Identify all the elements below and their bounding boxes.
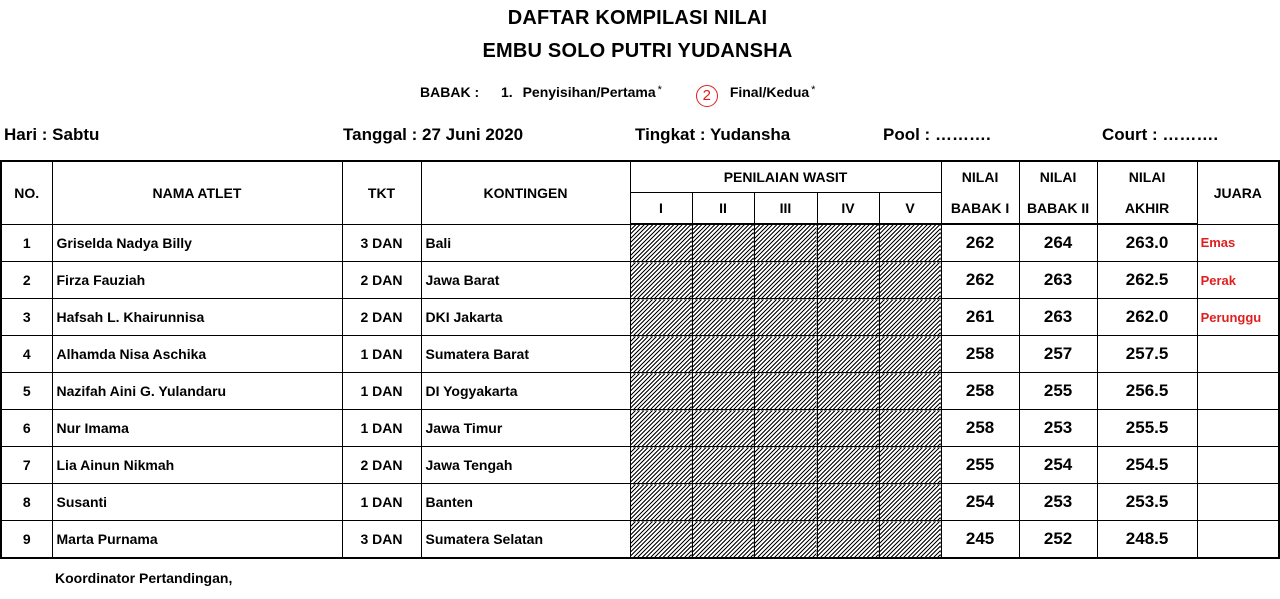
header-wasit-3: III [754, 193, 817, 225]
row-wasit-4-cell [817, 224, 879, 262]
info-court: Court : ………. [1102, 125, 1219, 144]
row-wasit-4-cell [817, 262, 879, 299]
row-wasit-1-cell [630, 299, 692, 336]
row-babak2: 254 [1019, 447, 1097, 484]
row-tkt: 3 DAN [342, 521, 421, 559]
row-wasit-5-cell [879, 299, 941, 336]
row-wasit-2-cell [692, 336, 754, 373]
row-wasit-5-cell [879, 224, 941, 262]
row-babak2: 264 [1019, 224, 1097, 262]
row-babak2: 263 [1019, 299, 1097, 336]
header-no: NO. [1, 161, 52, 224]
header-penilaian: PENILAIAN WASIT [630, 161, 941, 193]
header-akhir-bottom: AKHIR [1097, 193, 1197, 225]
row-juara [1197, 410, 1279, 447]
row-no: 4 [1, 336, 52, 373]
row-wasit-2-cell [692, 447, 754, 484]
header-wasit-2: II [692, 193, 754, 225]
row-kontingen: Jawa Tengah [421, 447, 630, 484]
row-akhir: 255.5 [1097, 410, 1197, 447]
row-wasit-5-cell [879, 484, 941, 521]
row-juara: Emas [1197, 224, 1279, 262]
document-title: DAFTAR KOMPILASI NILAI [507, 7, 768, 29]
row-wasit-1-cell [630, 521, 692, 559]
row-akhir: 263.0 [1097, 224, 1197, 262]
row-kontingen: Jawa Barat [421, 262, 630, 299]
info-pool: Pool : ………. [883, 125, 991, 144]
row-nama: Susanti [52, 484, 342, 521]
row-kontingen: DI Yogyakarta [421, 373, 630, 410]
row-wasit-1-cell [630, 336, 692, 373]
row-wasit-5-cell [879, 373, 941, 410]
babak-option1-number: 1. [501, 84, 513, 100]
row-wasit-4-cell [817, 521, 879, 559]
row-wasit-2-cell [692, 224, 754, 262]
row-no: 3 [1, 299, 52, 336]
row-babak2: 255 [1019, 373, 1097, 410]
row-tkt: 3 DAN [342, 224, 421, 262]
row-babak1: 258 [941, 410, 1019, 447]
header-wasit-1: I [630, 193, 692, 225]
row-wasit-2-cell [692, 373, 754, 410]
row-juara [1197, 447, 1279, 484]
row-kontingen: DKI Jakarta [421, 299, 630, 336]
babak-option1-mark: * [657, 84, 662, 96]
table-row [1, 224, 1279, 262]
row-wasit-3-cell [754, 336, 817, 373]
row-wasit-1-cell [630, 262, 692, 299]
row-juara [1197, 521, 1279, 559]
header-tkt: TKT [342, 161, 421, 224]
row-wasit-2-cell [692, 262, 754, 299]
header-juara: JUARA [1197, 161, 1279, 224]
row-wasit-5-cell [879, 410, 941, 447]
row-akhir: 257.5 [1097, 336, 1197, 373]
row-juara [1197, 373, 1279, 410]
row-wasit-4-cell [817, 336, 879, 373]
score-table [0, 160, 1280, 559]
header-nama: NAMA ATLET [52, 161, 342, 224]
row-wasit-3-cell [754, 224, 817, 262]
table-row [1, 373, 1279, 410]
row-wasit-2-cell [692, 521, 754, 559]
row-wasit-3-cell [754, 373, 817, 410]
row-wasit-2-cell [692, 299, 754, 336]
babak-option1-text: Penyisihan/Pertama [522, 84, 656, 100]
row-wasit-3-cell [754, 262, 817, 299]
row-babak1: 262 [941, 224, 1019, 262]
row-wasit-1-cell [630, 447, 692, 484]
row-juara: Perunggu [1197, 299, 1279, 336]
table-row [1, 484, 1279, 521]
row-babak2: 263 [1019, 262, 1097, 299]
row-no: 2 [1, 262, 52, 299]
header-kontingen: KONTINGEN [421, 161, 630, 224]
row-wasit-1-cell [630, 224, 692, 262]
row-nama: Nur Imama [52, 410, 342, 447]
babak-option2-text: Final/Kedua [729, 84, 810, 100]
table-row [1, 299, 1279, 336]
row-no: 8 [1, 484, 52, 521]
row-babak2: 252 [1019, 521, 1097, 559]
row-nama: Marta Purnama [52, 521, 342, 559]
row-wasit-1-cell [630, 410, 692, 447]
row-wasit-3-cell [754, 410, 817, 447]
header-akhir-top: NILAI [1097, 161, 1197, 193]
document-subtitle: EMBU SOLO PUTRI YUDANSHA [482, 40, 793, 62]
info-tanggal: Tanggal : 27 Juni 2020 [343, 125, 524, 144]
row-tkt: 1 DAN [342, 484, 421, 521]
row-kontingen: Bali [421, 224, 630, 262]
row-wasit-4-cell [817, 484, 879, 521]
row-wasit-4-cell [817, 410, 879, 447]
row-wasit-1-cell [630, 373, 692, 410]
footer-koordinator: Koordinator Pertandingan, [55, 570, 233, 586]
row-kontingen: Sumatera Selatan [421, 521, 630, 559]
row-nama: Nazifah Aini G. Yulandaru [52, 373, 342, 410]
row-wasit-1-cell [630, 484, 692, 521]
row-wasit-4-cell [817, 447, 879, 484]
row-kontingen: Sumatera Barat [421, 336, 630, 373]
row-wasit-3-cell [754, 484, 817, 521]
row-no: 7 [1, 447, 52, 484]
header-nilai2-bottom: BABAK II [1019, 193, 1097, 225]
row-akhir: 262.0 [1097, 299, 1197, 336]
row-nama: Firza Fauziah [52, 262, 342, 299]
babak-line [420, 84, 815, 107]
row-no: 1 [1, 224, 52, 262]
row-akhir: 248.5 [1097, 521, 1197, 559]
row-tkt: 2 DAN [342, 447, 421, 484]
row-juara [1197, 484, 1279, 521]
table-row [1, 447, 1279, 484]
row-akhir: 256.5 [1097, 373, 1197, 410]
row-wasit-5-cell [879, 262, 941, 299]
row-nama: Hafsah L. Khairunnisa [52, 299, 342, 336]
row-kontingen: Banten [421, 484, 630, 521]
row-tkt: 1 DAN [342, 373, 421, 410]
babak-option2-mark: * [811, 84, 816, 96]
row-babak2: 253 [1019, 484, 1097, 521]
table-row [1, 336, 1279, 373]
header-nilai1-top: NILAI [941, 161, 1019, 193]
table-row [1, 410, 1279, 447]
row-wasit-5-cell [879, 447, 941, 484]
row-tkt: 1 DAN [342, 336, 421, 373]
row-babak1: 261 [941, 299, 1019, 336]
row-akhir: 254.5 [1097, 447, 1197, 484]
row-babak2: 253 [1019, 410, 1097, 447]
row-babak1: 245 [941, 521, 1019, 559]
header-nilai2-top: NILAI [1019, 161, 1097, 193]
row-nama: Griselda Nadya Billy [52, 224, 342, 262]
row-babak1: 258 [941, 373, 1019, 410]
row-babak1: 254 [941, 484, 1019, 521]
info-tingkat: Tingkat : Yudansha [635, 125, 791, 144]
row-babak1: 255 [941, 447, 1019, 484]
row-nama: Alhamda Nisa Aschika [52, 336, 342, 373]
row-wasit-4-cell [817, 373, 879, 410]
header-wasit-5: V [879, 193, 941, 225]
row-no: 5 [1, 373, 52, 410]
row-no: 9 [1, 521, 52, 559]
row-wasit-4-cell [817, 299, 879, 336]
row-wasit-3-cell [754, 521, 817, 559]
row-wasit-5-cell [879, 336, 941, 373]
row-juara: Perak [1197, 262, 1279, 299]
row-wasit-2-cell [692, 484, 754, 521]
row-babak2: 257 [1019, 336, 1097, 373]
info-hari: Hari : Sabtu [4, 125, 100, 144]
row-kontingen: Jawa Timur [421, 410, 630, 447]
header-wasit-4: IV [817, 193, 879, 225]
row-tkt: 2 DAN [342, 262, 421, 299]
row-akhir: 262.5 [1097, 262, 1197, 299]
row-wasit-5-cell [879, 521, 941, 559]
row-nama: Lia Ainun Nikmah [52, 447, 342, 484]
row-no: 6 [1, 410, 52, 447]
selected-round-circle: 2 [696, 85, 718, 107]
header-nilai1-bottom: BABAK I [941, 193, 1019, 225]
row-tkt: 2 DAN [342, 299, 421, 336]
row-akhir: 253.5 [1097, 484, 1197, 521]
row-babak1: 262 [941, 262, 1019, 299]
row-tkt: 1 DAN [342, 410, 421, 447]
row-wasit-3-cell [754, 299, 817, 336]
table-row [1, 262, 1279, 299]
babak-label: BABAK : [420, 84, 480, 100]
row-wasit-2-cell [692, 410, 754, 447]
row-wasit-3-cell [754, 447, 817, 484]
row-babak1: 258 [941, 336, 1019, 373]
table-row [1, 521, 1279, 559]
row-juara [1197, 336, 1279, 373]
